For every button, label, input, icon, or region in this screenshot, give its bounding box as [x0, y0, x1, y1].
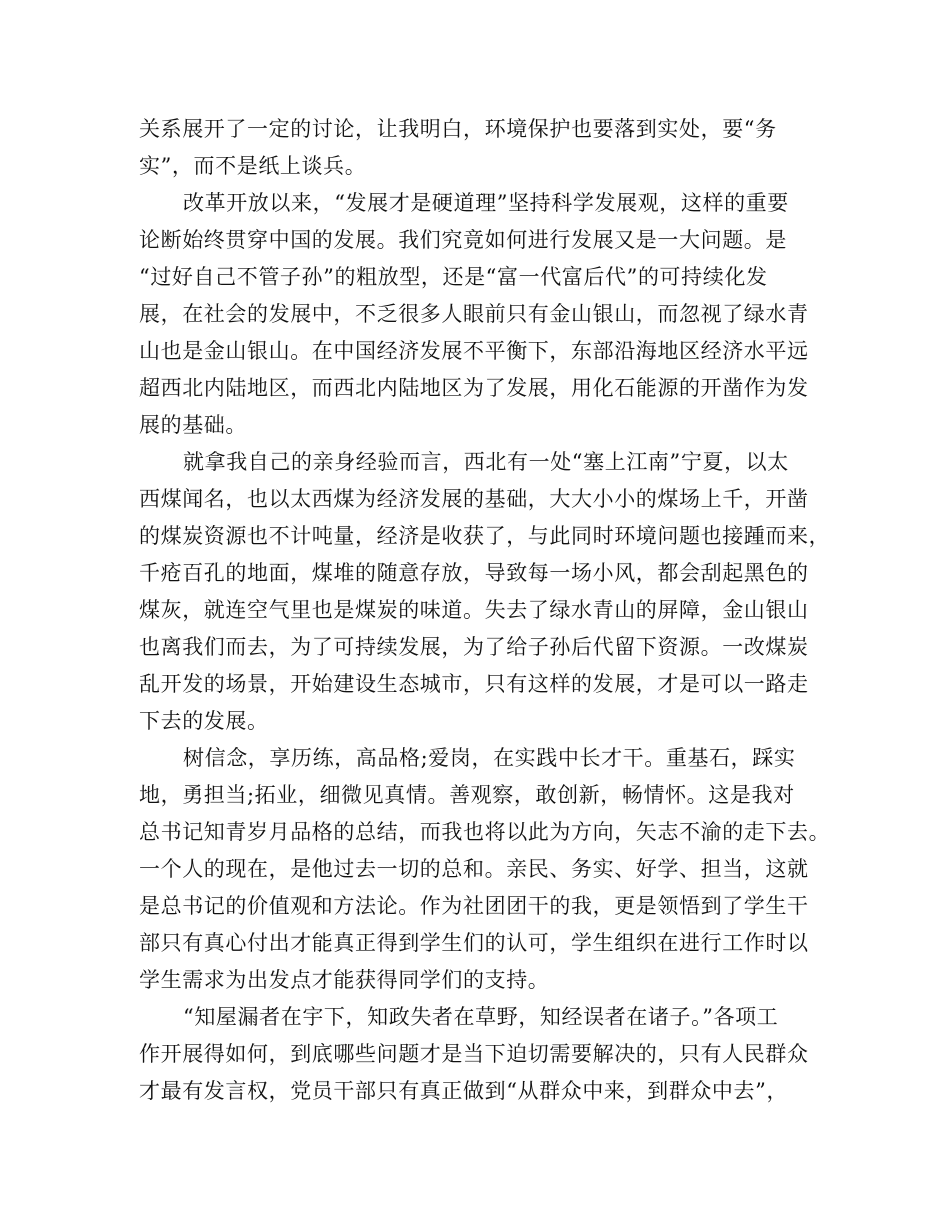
text-line: 超西北内陆地区，而西北内陆地区为了发展，用化石能源的开凿作为发 — [139, 376, 809, 400]
text-line: 煤灰，就连空气里也是煤炭的味道。失去了绿水青山的屏障，金山银山 — [139, 598, 809, 622]
text-line: “过好自己不管子孙”的粗放型，还是“富一代富后代”的可持续化发 — [139, 265, 768, 289]
text-line: 实”，而不是纸上谈兵。 — [139, 154, 367, 178]
paragraph-start-line: 树信念，享历练，高品格;爱岗，在实践中长才干。重基石，踩实 — [183, 746, 796, 770]
text-line: 的煤炭资源也不计吨量，经济是收获了，与此同时环境问题也接踵而来， — [139, 524, 831, 548]
text-line: 地，勇担当;拓业，细微见真情。善观察，敢创新，畅情怀。这是我对 — [139, 783, 795, 807]
text-line: 下去的发展。 — [139, 709, 269, 733]
text-line: 总书记知青岁月品格的总结，而我也将以此为方向，矢志不渝的走下去。 — [139, 820, 831, 844]
document-body — [139, 111, 829, 1110]
text-line: 是总书记的价值观和方法论。作为社团团干的我，更是领悟到了学生干 — [139, 894, 809, 918]
text-line: 千疮百孔的地面，煤堆的随意存放，导致每一场小风，都会刮起黑色的 — [139, 561, 809, 585]
text-line: 展，在社会的发展中，不乏很多人眼前只有金山银山，而忽视了绿水青 — [139, 302, 809, 326]
paragraph-start-line: 改革开放以来，“发展才是硬道理”坚持科学发展观，这样的重要 — [183, 191, 789, 215]
text-line: 学生需求为出发点才能获得同学们的支持。 — [139, 968, 550, 992]
text-line: 才最有发言权，党员干部只有真正做到“从群众中来，到群众中去”， — [139, 1079, 789, 1103]
text-line: 乱开发的场景，开始建设生态城市，只有这样的发展，才是可以一路走 — [139, 672, 809, 696]
text-line: 西煤闻名，也以太西煤为经济发展的基础，大大小小的煤场上千，开凿 — [139, 487, 809, 511]
text-line: 论断始终贯穿中国的发展。我们究竟如何进行发展又是一大问题。是 — [139, 228, 787, 252]
text-line: 展的基础。 — [139, 413, 247, 437]
paragraph-start-line: 就拿我自己的亲身经验而言，西北有一处“塞上江南”宁夏，以太 — [183, 450, 789, 474]
text-line: 作开展得如何，到底哪些问题才是当下迫切需要解决的，只有人民群众 — [139, 1042, 809, 1066]
text-line: 部只有真心付出才能真正得到学生们的认可，学生组织在进行工作时以 — [139, 931, 809, 955]
text-line: 关系展开了一定的讨论，让我明白，环境保护也要落到实处，要“务 — [139, 117, 777, 141]
paragraph-start-line: “知屋漏者在宇下，知政失者在草野，知经误者在诸子。”各项工 — [183, 1005, 779, 1029]
text-line: 一个人的现在，是他过去一切的总和。亲民、务实、好学、担当，这就 — [139, 857, 809, 881]
text-line: 也离我们而去，为了可持续发展，为了给子孙后代留下资源。一改煤炭 — [139, 635, 809, 659]
text-line: 山也是金山银山。在中国经济发展不平衡下，东部沿海地区经济水平远 — [139, 339, 809, 363]
